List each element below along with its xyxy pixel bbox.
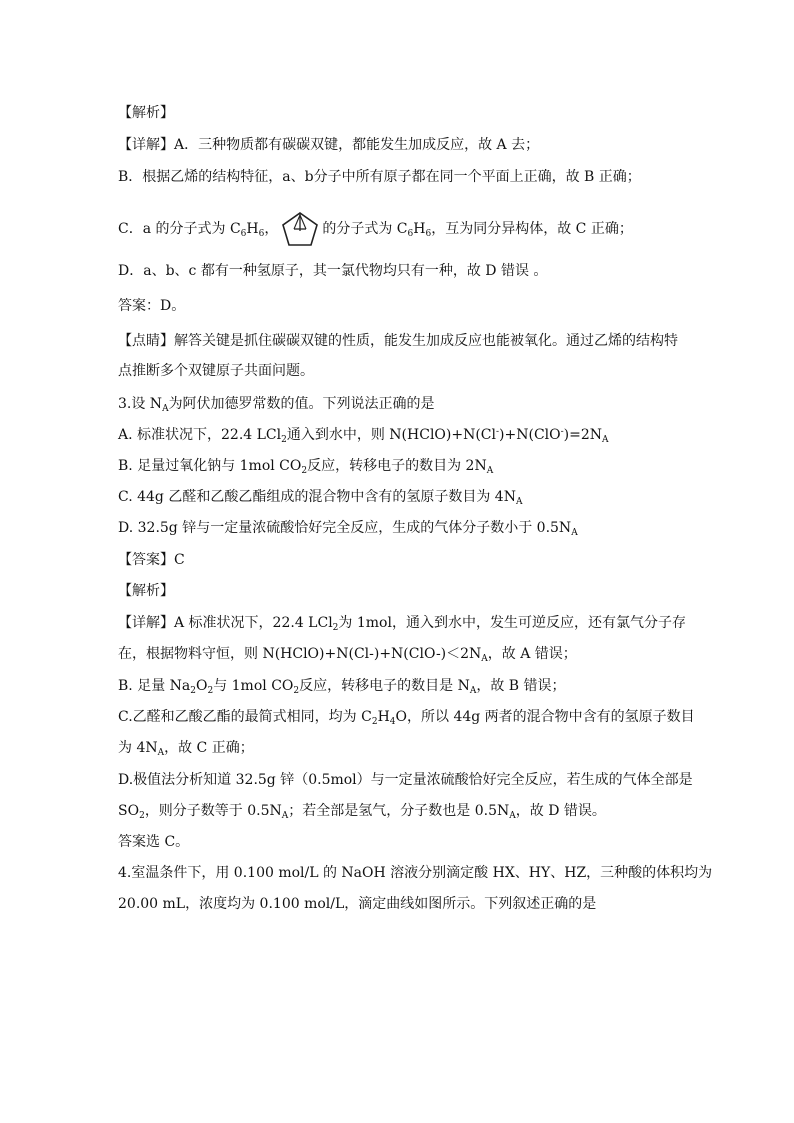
q4-stem-line-1: 4.室温条件下，用 0.100 mol/L 的 NaOH 溶液分别滴定酸 HX、HY、HZ，三种酸的体积均为 (118, 865, 713, 881)
q2-tip-line-2: 点推断多个双键原子共面问题。 (118, 363, 314, 379)
q2-detail-a: 【详解】A．三种物质都有碳碳双键，都能发生加成反应，故 A 去； (118, 137, 540, 153)
q3-detail-line-3: B. 足量 $Na_2O_2$与 1mol $CO_2$反应，转移电子的数目是 $N_A$，故 B 错误； (118, 678, 566, 696)
q2-option-c: C．a 的分子式为 $C_6H_6$， 的分子式为 $C_6H_6$，互为同分异构体，故 C 正确； (118, 211, 633, 247)
q3-analysis-header: 【解析】 (118, 583, 174, 599)
q3-option-b: B. 足量过氧化钠与 1mol $CO_2$反应，转移电子的数目为 $2N_A$ (118, 458, 494, 476)
q2-tip-line-1: 【点睛】解答关键是抓住碳碳双键的性质，能发生加成反应也能被氧化。通过乙烯的结构特 (118, 333, 678, 349)
q3-option-d: D. 32.5g 锌与一定量浓硫酸恰好完全反应，生成的气体分子数小于 $0.5N_A$ (118, 520, 578, 538)
q3-final-answer: 答案选 C。 (118, 834, 190, 850)
q4-stem-line-2: 20.00 mL，浓度均为 0.100 mol/L，滴定曲线如图所示。下列叙述正确的是 (118, 896, 597, 912)
q3-detail-line-2: 在，根据物料守恒，则 $N(HClO)+N(Cl-)+N(ClO-)<2N_A$，故 A 错误； (118, 646, 577, 664)
q2-answer: 答案：D。 (118, 298, 186, 314)
q3-detail-line-6: D.极值法分析知道 32.5g 锌（0.5mol）与一定量浓硫酸恰好完全反应，若生成的气体全部是 (118, 772, 693, 788)
q3-detail-line-5: 为 $4N_A$，故 C 正确； (118, 740, 254, 758)
q2-option-d: D．a、b、c 都有一种氢原子，其一氯代物均只有一种，故 D 错误 。 (118, 263, 548, 279)
q3-answer: 【答案】C (118, 552, 185, 568)
q3-detail-line-1: 【详解】A 标准状况下，22.4 LCl$_2$为 1mol，通入到水中，发生可逆反应，还有氯气分子存 (118, 615, 686, 633)
analysis-header: 【解析】 (118, 105, 174, 121)
q3-stem: 3.设 $N_A$为阿伏加德罗常数的值。下列说法正确的是 (118, 396, 435, 414)
q3-detail-line-4: C.乙醛和乙酸乙酯的最简式相同，均为 $C_2H_4O$，所以 44g 两者的混合物中含有的氢原子数目 (118, 709, 695, 727)
q3-option-c: C. 44g 乙醛和乙酸乙酯组成的混合物中含有的氢原子数目为 $4N_A$ (118, 489, 523, 507)
q3-detail-line-7: $SO_2$，则分子数等于 $0.5N_A$；若全部是氢气，分子数也是 $0.5N_A$，故 D 错误。 (118, 803, 606, 821)
q2-option-b: B．根据乙烯的结构特征，a、b分子中所有原子都在同一个平面上正确，故 B 正确； (118, 169, 641, 185)
bicyclic-molecule-structure (280, 211, 320, 247)
q3-option-a: A. 标准状况下，22.4 LCl$_2$通入到水中，则 $N(HClO)+N(Cl^-)+N(ClO^-)=2N_A$ (118, 427, 609, 445)
